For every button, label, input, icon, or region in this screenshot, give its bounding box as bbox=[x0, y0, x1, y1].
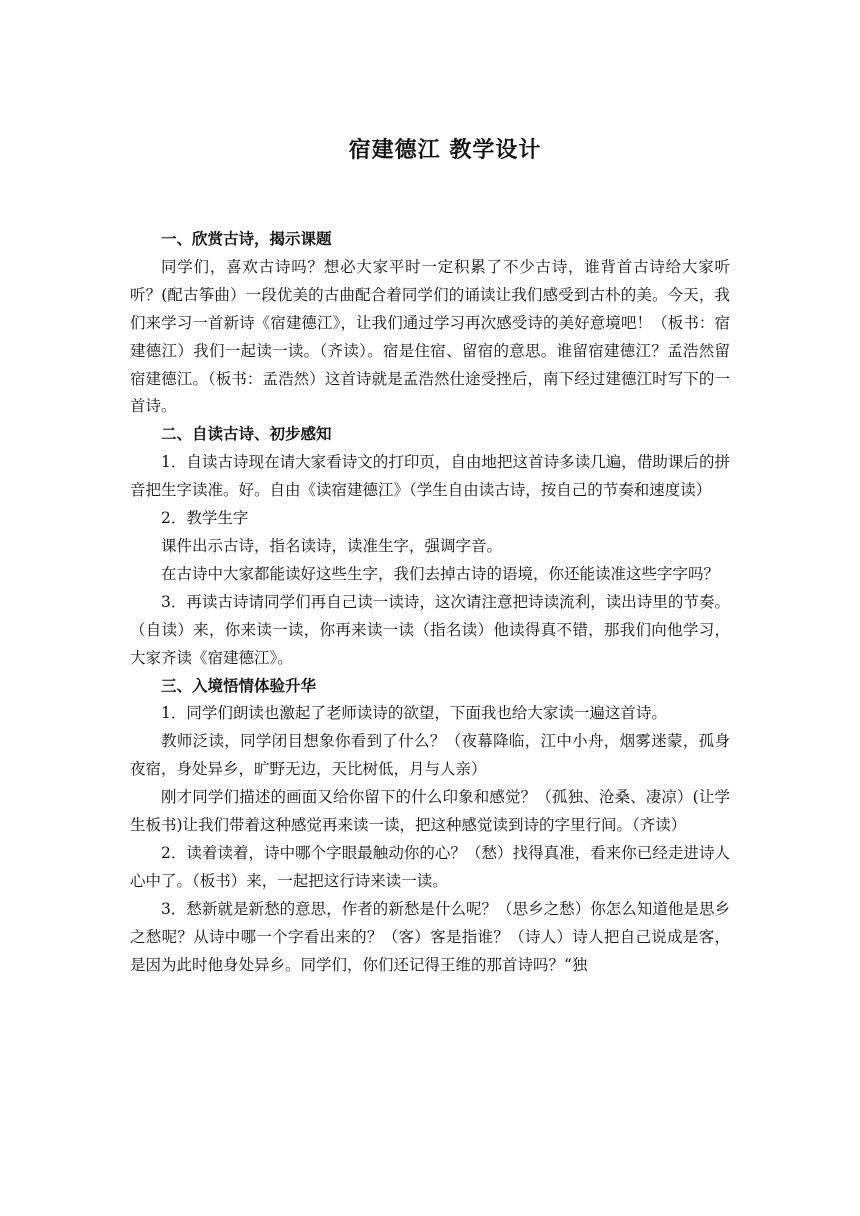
section-heading: 三、入境悟情体验升华 bbox=[161, 676, 317, 695]
paragraph: 1．同学们朗读也激起了老师读诗的欲望，下面我也给大家读一遍这首诗。 bbox=[161, 704, 667, 723]
document-title: 宿建德江 教学设计 bbox=[348, 138, 542, 163]
paragraph: 2．教学生字 bbox=[161, 509, 249, 528]
paragraph: 2．读着读着，诗中哪个字眼最触动你的心？（愁）找得真准，看来你已经走进诗人心中了。（板书）来，一起把这行诗来读一读。 bbox=[130, 843, 730, 890]
paragraph: 在古诗中大家都能读好这些生字，我们去掉古诗的语境，你还能读准这些字字吗？ bbox=[161, 564, 720, 583]
paragraph: 3．愁新就是新愁的意思，作者的新愁是什么呢？（思乡之愁）你怎么知道他是思乡之愁呢？从诗中哪一个字看出来的？（客）客是指谁？（诗人）诗人把自己说成是客，是因为此时他身处异乡。同学们，你们还记得王维的那首诗吗？“独 bbox=[130, 899, 730, 974]
paragraph: 课件出示古诗，指名读诗，读准生字，强调字音。 bbox=[161, 536, 503, 555]
paragraph: 教师泛读，同学闭目想象你看到了什么？（夜幕降临，江中小舟，烟雾迷蒙，孤身夜宿，身处异乡，旷野无边，天比树低，月与人亲） bbox=[130, 732, 730, 779]
paragraph: 刚才同学们描述的画面又给你留下的什么印象和感觉？（孤独、沧桑、凄凉）(让学生板书)让我们带着这种感觉再来读一读，把这种感觉读到诗的字里行间。（齐读） bbox=[130, 788, 730, 835]
document-body bbox=[130, 226, 730, 979]
paragraph: 3．再读古诗请同学们再自己读一读诗，这次请注意把诗读流利，读出诗里的节奏。（自读）来，你来读一读，你再来读一读（指名读）他读得真不错，那我们向他学习，大家齐读《宿建德江》。 bbox=[130, 592, 730, 667]
paragraph: 1．自读古诗现在请大家看诗文的打印页，自由地把这首诗多读几遍，借助课后的拼音把生字读准。好。自由《读宿建德江》（学生自由读古诗，按自己的节奏和速度读） bbox=[130, 453, 730, 500]
section-heading: 一、欣赏古诗，揭示课题 bbox=[161, 230, 332, 248]
paragraph: 同学们，喜欢古诗吗？想必大家平时一定积累了不少古诗，谁背首古诗给大家听听？(配古筝曲）一段优美的古曲配合着同学们的诵读让我们感受到古朴的美。今天，我们来学习一首新诗《宿建德江》，让我们通过学习再次感受诗的美好意境吧！（板书：宿建德江）我们一起读一读。（齐读）。宿是住宿、留宿的意思。谁留宿建德江？孟浩然留宿建德江。（板书：孟浩然）这首诗就是孟浩然仕途受挫后，南下经过建德江时写下的一首诗。 bbox=[130, 257, 730, 416]
section-heading: 二、自读古诗、初步感知 bbox=[161, 425, 332, 444]
